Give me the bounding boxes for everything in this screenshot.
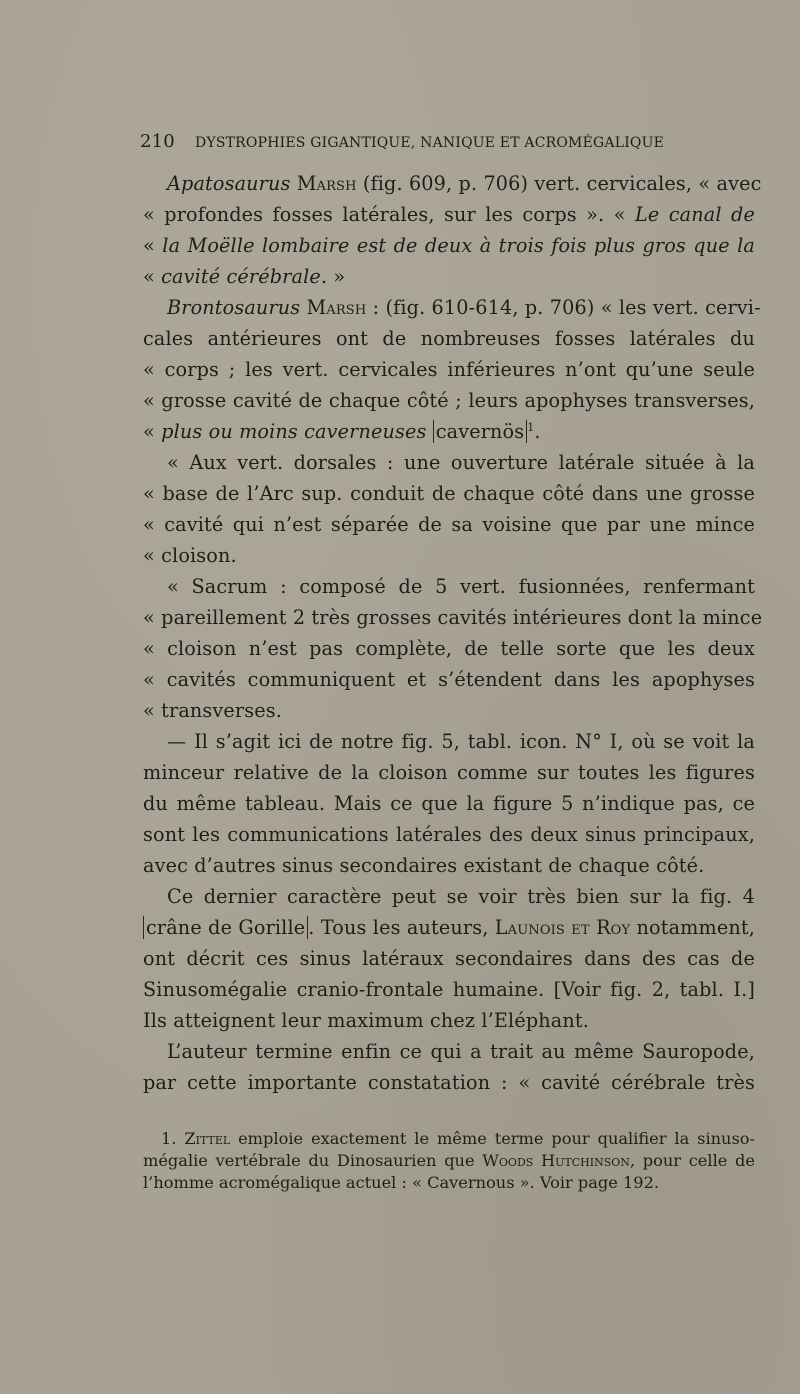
text-line: « grosse cavité de chaque côté ; leurs apophyses transverses, <box>143 389 755 412</box>
author-name: Launois et Roy <box>494 916 631 939</box>
bracketed-term: cavernös <box>433 420 528 443</box>
text-line: Apatosaurus Marsh (fig. 609, p. 706) vert. cervicales, « avec <box>167 172 762 195</box>
text-line: crâne de Gorille . Tous les auteurs, Launois et Roy notamment, <box>143 912 755 943</box>
author-name: Marsh <box>306 296 367 319</box>
text-line: « cavité qui n’est séparée de sa voisine que par une mince <box>143 513 755 536</box>
text-line: ont décrit ces sinus latéraux secondaires dans des cas de <box>143 947 755 970</box>
text-line: — Il s’agit ici de notre fig. 5, tabl. icon. N° I, où se voit la <box>167 730 755 753</box>
text-line: « cavités communiquent et s’étendent dans les apophyses <box>143 668 755 691</box>
text-line: par cette importante constatation : « cavité cérébrale très <box>143 1071 755 1094</box>
text-line: « pareillement 2 très grosses cavités intérieures dont la mince <box>143 606 763 629</box>
footnote-line: l’homme acromégalique actuel : « Cavernous ». Voir page 192. <box>143 1173 660 1192</box>
text-line: « transverses. <box>143 699 282 722</box>
author-name: Woods Hutchinson <box>482 1151 630 1170</box>
text-line: avec d’autres sinus secondaires existant de chaque côté. <box>143 854 705 877</box>
page-number: 210 <box>140 131 175 152</box>
text-line: « base de l’Arc sup. conduit de chaque côté dans une grosse <box>143 482 755 505</box>
main-text <box>143 168 763 1098</box>
author-name: Marsh <box>296 172 357 195</box>
text-line: « cavité cérébrale. » <box>143 265 346 288</box>
text-line: « corps ; les vert. cervicales inférieures n’ont qu’une seule <box>143 358 755 381</box>
text-line: Ce dernier caractère peut se voir très bien sur la fig. 4 <box>167 885 755 908</box>
text-line: minceur relative de la cloison comme sur toutes les figures <box>143 761 755 784</box>
author-name: Zittel <box>184 1129 231 1148</box>
footnote-line: mégalie vertébrale du Dinosaurien que Woods Hutchinson, pour celle de <box>143 1151 755 1170</box>
text-line: Brontosaurus Marsh : (fig. 610-614, p. 706) « les vert. cervi- <box>167 296 761 319</box>
running-header <box>140 131 760 152</box>
genus-name: Brontosaurus <box>167 296 301 319</box>
genus-name: Apatosaurus <box>167 172 291 195</box>
footnote-ref: 1 <box>527 421 535 434</box>
running-title: DYSTROPHIES GIGANTIQUE, NANIQUE ET ACROMÉGALIQUE <box>194 135 665 151</box>
text-line: « cloison n’est pas complète, de telle sorte que les deux <box>143 637 755 660</box>
text-line: cales antérieures ont de nombreuses fosses latérales du <box>143 327 755 350</box>
text-line: « Sacrum : composé de 5 vert. fusionnées, renfermant <box>167 575 755 598</box>
text-line: « Aux vert. dorsales : une ouverture latérale située à la <box>167 451 755 474</box>
footnote <box>143 1128 755 1194</box>
text-line: « la Moëlle lombaire est de deux à trois fois plus gros que la <box>143 234 755 257</box>
text-line: Sinusomégalie cranio-frontale humaine. [Voir fig. 2, tabl. I.] <box>143 978 755 1001</box>
bracketed-term: crâne de Gorille <box>143 916 308 939</box>
footnote-line: 1. Zittel emploie exactement le même terme pour qualifier la sinuso- <box>161 1129 756 1148</box>
text-line: « cloison. <box>143 544 237 567</box>
text-line: Ils atteignent leur maximum chez l’Eléphant. <box>143 1009 589 1032</box>
text-line: L’auteur termine enfin ce qui a trait au même Sauropode, <box>167 1040 755 1063</box>
text-line: « plus ou moins caverneuses cavernös $^1$. <box>143 420 541 443</box>
text-line: sont les communications latérales des deux sinus principaux, <box>143 823 755 846</box>
text-line: du même tableau. Mais ce que la figure 5 n’indique pas, ce <box>143 792 755 815</box>
text-line: « profondes fosses latérales, sur les corps ». « Le canal de <box>143 203 755 226</box>
